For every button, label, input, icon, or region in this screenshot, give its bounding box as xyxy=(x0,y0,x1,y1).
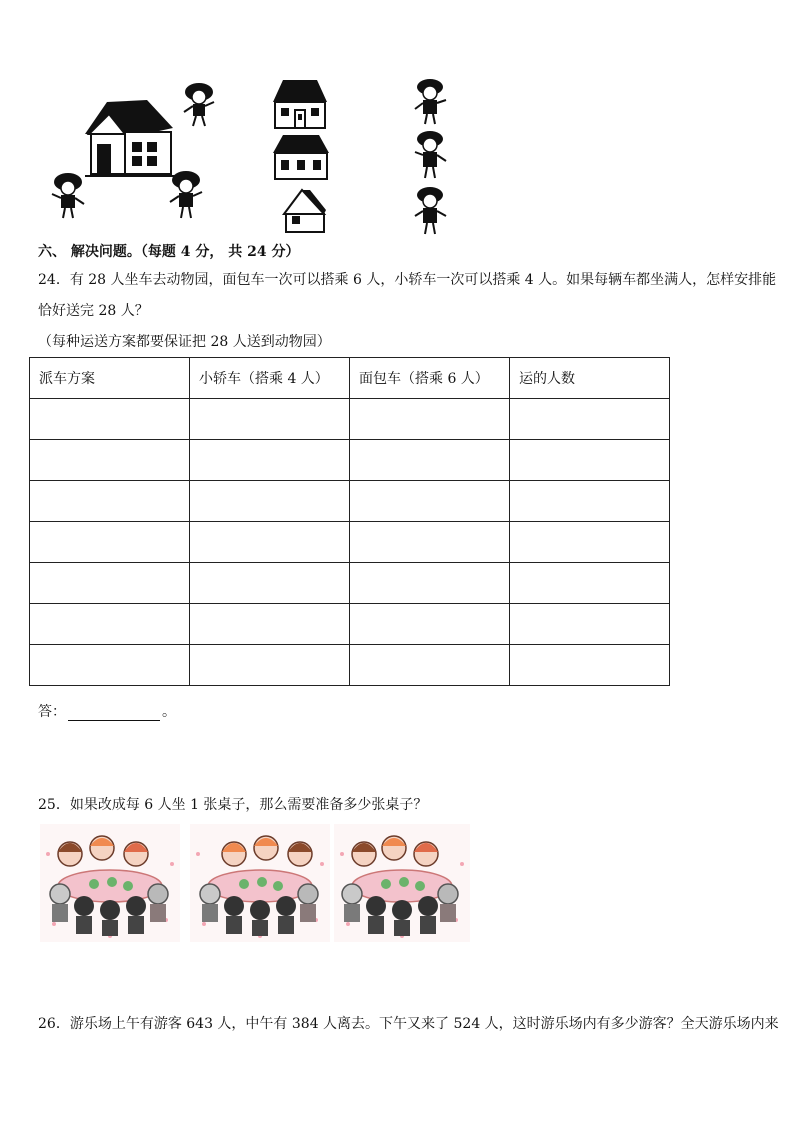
table-cell[interactable] xyxy=(190,563,350,604)
table-cell[interactable] xyxy=(350,563,510,604)
girl-icon xyxy=(412,186,450,236)
table-cell[interactable] xyxy=(30,399,190,440)
table-cell[interactable] xyxy=(190,399,350,440)
table-cell[interactable] xyxy=(510,522,670,563)
question-24-line-2: 恰好送完 28 人？ xyxy=(38,303,149,319)
girl-icon xyxy=(48,172,88,220)
answer-prefix: 答： xyxy=(38,704,66,720)
table-cell[interactable] xyxy=(30,440,190,481)
table-cell[interactable] xyxy=(190,440,350,481)
table-cell[interactable] xyxy=(190,481,350,522)
dining-table-icon xyxy=(190,824,330,942)
table-cell[interactable] xyxy=(350,645,510,686)
table-header-cell: 派车方案 xyxy=(30,358,190,399)
table-cell[interactable] xyxy=(190,522,350,563)
girl-icon xyxy=(412,78,450,126)
table-row xyxy=(30,399,670,440)
table-cell[interactable] xyxy=(350,440,510,481)
table-cell[interactable] xyxy=(510,645,670,686)
girl-icon xyxy=(412,130,450,180)
table-cell[interactable] xyxy=(350,481,510,522)
table-row xyxy=(30,481,670,522)
question-24-note: （每种运送方案都要保证把 28 人送到动物园） xyxy=(38,334,331,350)
table-cell[interactable] xyxy=(510,440,670,481)
section-heading: 六、 解决问题。（每题 4 分， 共 24 分） xyxy=(38,244,300,260)
table-cell[interactable] xyxy=(30,481,190,522)
table-cell[interactable] xyxy=(30,645,190,686)
table-header-cell: 小轿车（搭乘 4 人） xyxy=(190,358,350,399)
table-cell[interactable] xyxy=(510,563,670,604)
table-cell[interactable] xyxy=(510,399,670,440)
table-header-cell: 运的人数 xyxy=(510,358,670,399)
table-cell[interactable] xyxy=(30,522,190,563)
table-cell[interactable] xyxy=(350,399,510,440)
house-icon xyxy=(280,188,328,234)
table-cell[interactable] xyxy=(350,522,510,563)
table-cell[interactable] xyxy=(190,645,350,686)
table-cell[interactable] xyxy=(350,604,510,645)
answer-line xyxy=(38,703,176,721)
table-row xyxy=(30,522,670,563)
girl-icon xyxy=(179,82,219,128)
table-cell[interactable] xyxy=(190,604,350,645)
house-icon xyxy=(271,78,329,130)
table-cell[interactable] xyxy=(510,481,670,522)
girl-icon xyxy=(166,170,206,220)
answer-blank[interactable] xyxy=(68,706,160,721)
dining-table-icon xyxy=(334,824,470,942)
house-icon xyxy=(85,98,177,180)
house-icon xyxy=(271,133,331,181)
table-cell[interactable] xyxy=(30,604,190,645)
plan-table xyxy=(29,357,670,686)
question-24-line-1: 24．有 28 人坐车去动物园，面包车一次可以搭乘 6 人，小轿车一次可以搭乘 4 人。如果每辆车都坐满人，怎样安排能 xyxy=(38,272,777,288)
table-header-row xyxy=(30,358,670,399)
table-row xyxy=(30,645,670,686)
table-row xyxy=(30,440,670,481)
table-row xyxy=(30,563,670,604)
answer-suffix: 。 xyxy=(162,704,176,720)
question-25: 25．如果改成每 6 人坐 1 张桌子，那么需要准备多少张桌子？ xyxy=(38,797,428,813)
dining-table-icon xyxy=(40,824,180,942)
table-cell[interactable] xyxy=(30,563,190,604)
question-26: 26．游乐场上午有游客 643 人，中午有 384 人离去。下午又来了 524 人，这时游乐场内有多少游客？全天游乐场内来 xyxy=(38,1016,779,1032)
table-cell[interactable] xyxy=(510,604,670,645)
table-row xyxy=(30,604,670,645)
table-header-cell: 面包车（搭乘 6 人） xyxy=(350,358,510,399)
